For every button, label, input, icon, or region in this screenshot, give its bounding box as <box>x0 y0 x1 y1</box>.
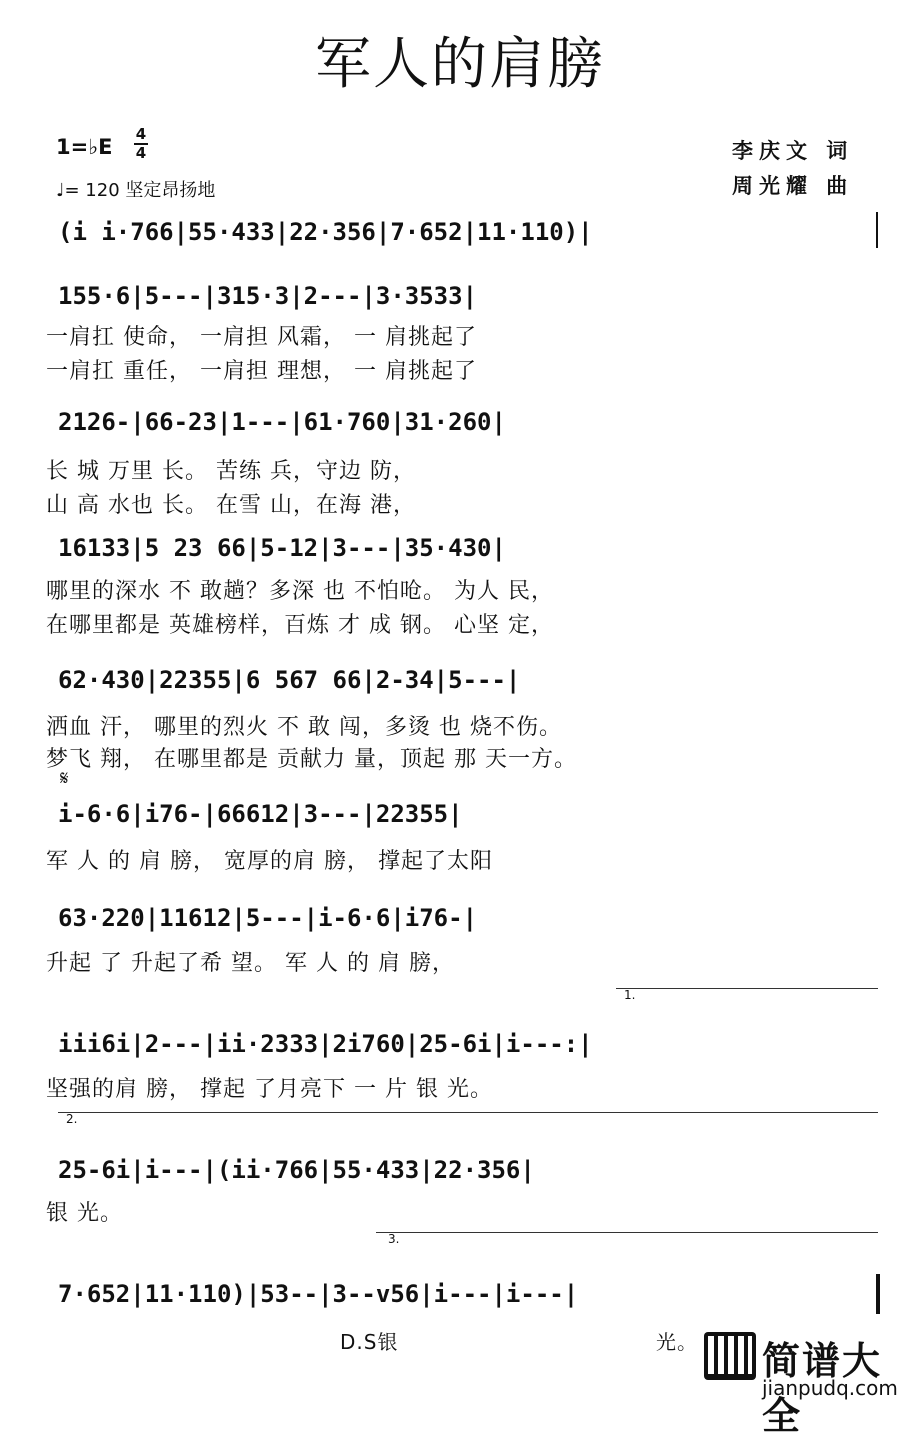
lyric-row-9: 银 光。 <box>46 1201 123 1226</box>
composer: 周光耀 曲 <box>732 174 854 198</box>
time-signature: 4 4 <box>135 125 147 162</box>
lyric-row-3-verse-2: 山 高 水也 长。 在雪 山，在海 港， <box>46 493 416 518</box>
notation-row-3: 2126-|66-23|1---|61·760|31·260| <box>58 408 506 436</box>
final-barline <box>876 1274 880 1314</box>
notation-row-8: iii6i|2---|ii·2333|2i760|25-6i|i---:| <box>58 1030 593 1058</box>
lyric-row-2-verse-2: 一肩扛 重任， 一肩担 理想， 一 肩挑起了 <box>46 359 477 384</box>
song-title: 军人的肩膀 <box>315 32 605 97</box>
lyric-row-7: 升起 了 升起了希 望。 军 人 的 肩 膀， <box>46 951 455 976</box>
volta-label-1: 1. <box>624 988 636 1002</box>
lyric-row-4-verse-2: 在哪里都是 英雄榜样，百炼 才 成 钢。 心坚 定， <box>46 613 554 638</box>
key-signature: 1=♭E <box>56 135 113 159</box>
watermark-brand: 简谱大全 <box>762 1339 883 1438</box>
notation-row-4: 16133|5 23 66|5-12|3---|35·430| <box>58 534 506 562</box>
watermark-logo <box>700 1330 920 1438</box>
volta-label-3: 3. <box>388 1232 400 1246</box>
lyric-row-2-verse-1: 一肩扛 使命， 一肩担 风霜， 一 肩挑起了 <box>46 325 477 350</box>
dal-segno-lyric: D.S银 <box>340 1330 399 1354</box>
lyric-row-6: 军 人 的 肩 膀， 宽厚的肩 膀， 撑起了太阳 <box>46 849 493 874</box>
volta-bracket-3 <box>376 1232 878 1233</box>
volta-bracket-1 <box>616 988 878 989</box>
lyric-row-5-verse-1: 洒血 汗， 哪里的烈火 不 敢 闯，多烫 也 烧不伤。 <box>46 715 562 740</box>
lyric-row-3-verse-1: 长 城 万里 长。 苦练 兵，守边 防， <box>46 459 416 484</box>
segno-sign: 𝄋 <box>60 766 69 790</box>
lyricist: 李庆文 词 <box>732 139 854 163</box>
lyric-row-4-verse-1: 哪里的深水 不 敢趟？多深 也 不怕呛。 为人 民， <box>46 579 554 604</box>
notation-row-6: i-6·6|i76-|66612|3---|22355| <box>58 800 463 828</box>
watermark-url: jianpudq.com <box>762 1376 898 1400</box>
notation-row-2: 155·6|5---|315·3|2---|3·3533| <box>58 282 478 310</box>
notation-row-10: 7·652|11·110)|53--|3--v56|i---|i---| <box>58 1280 579 1308</box>
piano-icon <box>704 1332 756 1380</box>
barline <box>876 212 878 248</box>
volta-label-2: 2. <box>66 1112 78 1126</box>
notation-row-1: (i i·766|55·433|22·356|7·652|11·110)| <box>58 218 593 246</box>
tempo-marking: ♩= 120 坚定昂扬地 <box>56 180 216 201</box>
final-lyric: 光。 <box>656 1330 698 1354</box>
notation-row-7: 63·220|11612|5---|i-6·6|i76-| <box>58 904 478 932</box>
volta-bracket-2 <box>58 1112 878 1113</box>
notation-row-5: 62·430|22355|6 567 66|2-34|5---| <box>58 666 521 694</box>
lyric-row-8: 坚强的肩 膀， 撑起 了月亮下 一 片 银 光。 <box>46 1077 493 1102</box>
notation-row-9: 25-6i|i---|(ii·766|55·433|22·356| <box>58 1156 535 1184</box>
lyric-row-5-verse-2: 梦飞 翔， 在哪里都是 贡献力 量，顶起 那 天一方。 <box>46 747 577 772</box>
